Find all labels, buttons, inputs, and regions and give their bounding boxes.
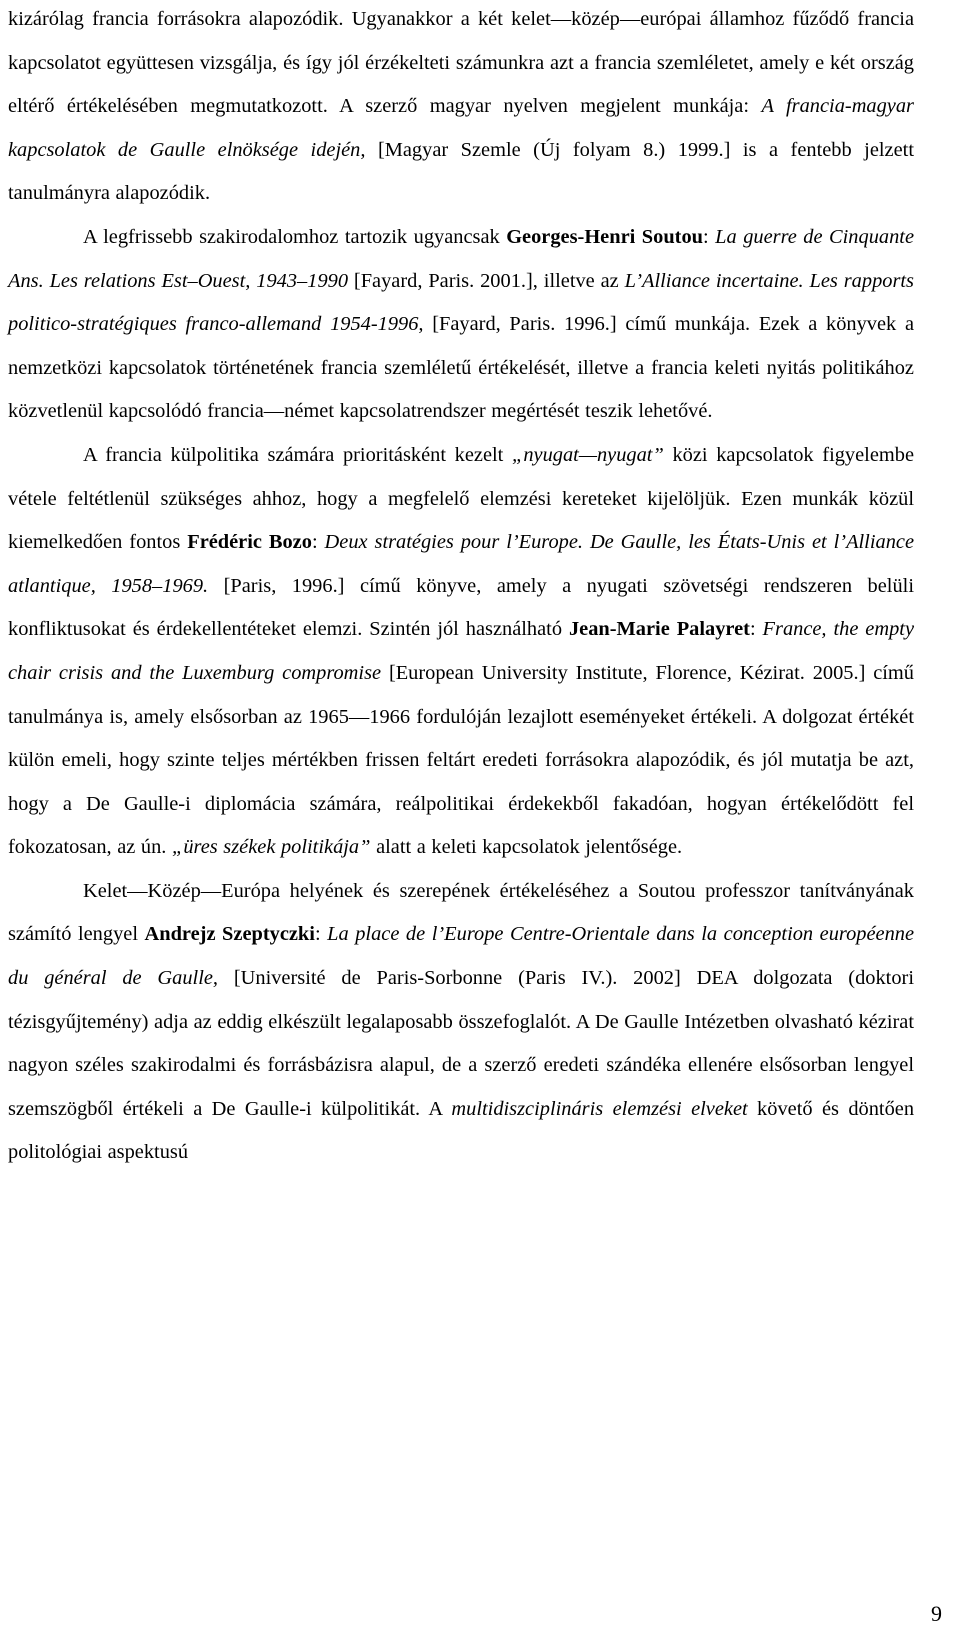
text-run: alatt a keleti kapcsolatok jelentősége. <box>370 836 683 859</box>
text-run: A francia külpolitika számára prioritásként kezelt <box>83 443 512 466</box>
bold-text: Andrejz Szeptyczki <box>144 923 315 946</box>
body-text <box>8 0 914 1175</box>
bold-text: Jean-Marie Palayret <box>568 618 750 641</box>
paragraph <box>8 870 914 1175</box>
italic-text: Deux stratégies pour l’Europe. De Gaulle, les États-Unis et l’Alliance atlantique, 1958–1969. <box>8 531 915 597</box>
page-number: 9 <box>931 1601 942 1626</box>
italic-text: La place de l’Europe Centre-Orientale dans la conception européenne du général de Gaulle, <box>8 923 915 990</box>
paragraph <box>8 434 914 870</box>
text-run: [Magyar Szemle (Új folyam 8.) 1999.] is a fentebb jelzett tanulmányra alapozódik. <box>8 138 914 205</box>
italic-text: „nyugat—nyugat” <box>512 443 664 466</box>
paragraph <box>8 0 914 216</box>
text-run: A legfrissebb szakirodalomhoz tartozik ugyancsak <box>83 225 507 248</box>
text-run: : <box>311 531 325 554</box>
text-run: kizárólag francia forrásokra alapozódik. Ugyanakkor a két kelet—közép—európai államhoz fűződő francia kapcsolatot együttesen vizsgálja, és így jól érzékelteti számunkra azt a francia szemléletet, amely e két ország eltérő értékelésében megmutatkozott. A szerző magyar nyelven megjelent munkája: <box>8 8 914 118</box>
text-run: [Université de Paris-Sorbonne (Paris IV.). 2002] DEA dolgozata (doktori tézisgyűjtemény) adja az eddig elkészült legalaposabb összefoglalót. A De Gaulle Intézetben olvasható kézirat nagyon széles szakirodalmi és forrásbázisra alapul, de a szerző eredeti szándéka ellenére elsősorban lengyel szemszögből értékeli a De Gaulle-i külpolitikát. A <box>8 967 914 1120</box>
italic-text: „üres székek politikája” <box>172 836 371 859</box>
bold-text: Georges-Henri Soutou <box>506 225 703 248</box>
paragraph <box>8 216 914 434</box>
text-run: [Fayard, Paris. 2001.], illetve az <box>348 269 625 292</box>
italic-text: La guerre de Cinquante Ans. Les relations Est–Ouest, 1943–1990 <box>8 225 914 292</box>
italic-text: A francia-magyar kapcsolatok de Gaulle elnöksége idején, <box>8 95 914 161</box>
italic-text: France, the empty chair crisis and the Luxemburg compromise <box>8 618 914 684</box>
italic-text: multidiszciplináris elemzési elveket <box>451 1097 748 1120</box>
text-run: : <box>314 923 328 946</box>
text-run: Kelet—Közép—Európa helyének és szerepének értékeléséhez a Soutou professzor tanítványának számító lengyel <box>8 879 914 946</box>
text-run: közi kapcsolatok figyelembe vétele feltétlenül szükséges ahhoz, hogy a megfelelő elemzési kereteket kijelöljük. Ezen munkák közül kiemelkedően fontos <box>8 443 914 554</box>
text-run: követő és döntően politológiai aspektusú <box>8 1097 915 1164</box>
text-run: : <box>702 225 716 248</box>
bold-text: Frédéric Bozo <box>187 531 312 554</box>
text-run: [Paris, 1996.] című könyve, amely a nyugati szövetségi rendszeren belüli konfliktusokat és érdekellentéteket elemzi. Szintén jól használható <box>8 574 914 641</box>
text-run: : <box>749 618 763 641</box>
text-run: [Fayard, Paris. 1996.] című munkája. Ezek a könyvek a nemzetközi kapcsolatok történetének francia szemléletű értékelését, illetve a francia keleti nyitás politikához közvetlenül kapcsolódó francia—német kapcsolatrendszer megértését teszik lehetővé. <box>8 313 914 423</box>
italic-text: L’Alliance incertaine. Les rapports politico-stratégiques franco-allemand 1954-1996, <box>8 269 914 336</box>
text-run: [European University Institute, Florence, Kézirat. 2005.] című tanulmánya is, amely elsősorban az 1965—1966 fordulóján lezajlott eseményeket értékeli. A dolgozat értékét külön emeli, hogy szinte teljes mértékben frissen feltárt eredeti forrásokra alapozódik, és jól mutatja be azt, hogy a De Gaulle-i diplomácia számára, reálpolitikai érdekekből fakadóan, hogyan értékelődött fel fokozatosan, az ún. <box>8 661 914 859</box>
